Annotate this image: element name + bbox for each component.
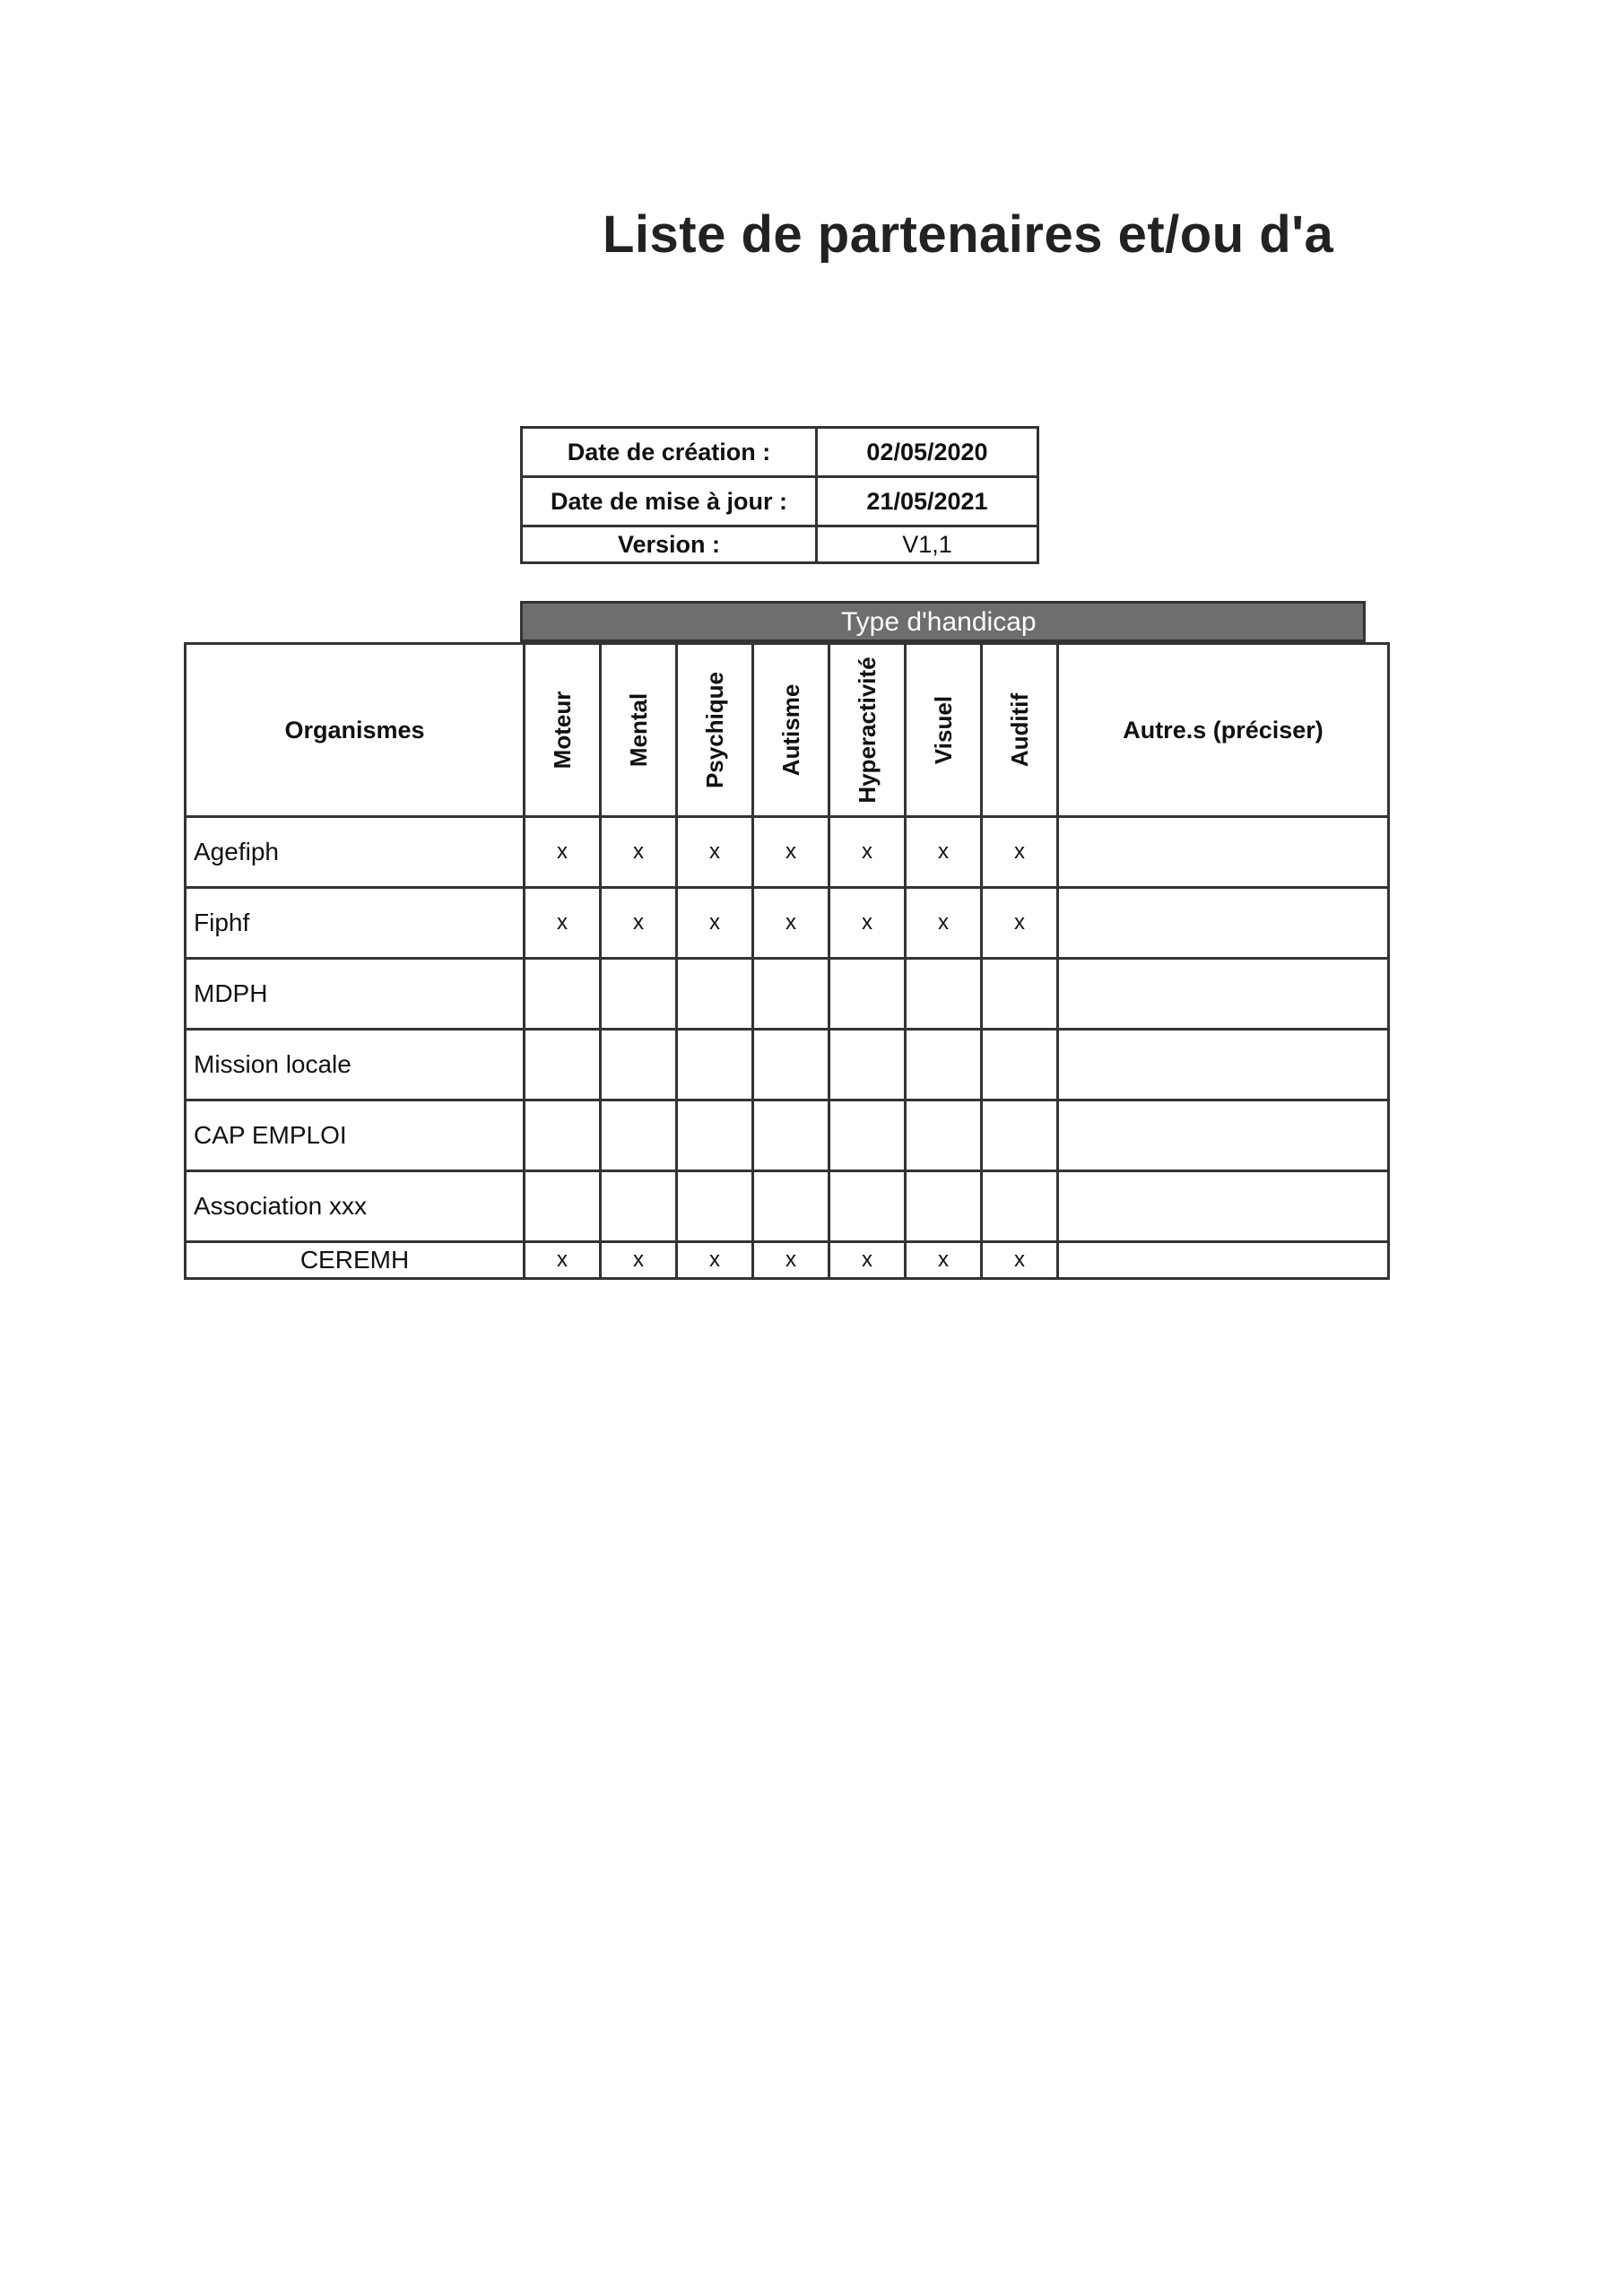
mark-cell: x [829, 817, 906, 888]
mark-cell [906, 1171, 982, 1242]
table-row [186, 1030, 1389, 1100]
creation-date-label: Date de création : [522, 428, 817, 477]
organism-name: CEREMH [186, 1242, 525, 1279]
mark-cell: x [753, 1242, 829, 1279]
mark-cell: x [753, 888, 829, 959]
mark-cell: x [829, 1242, 906, 1279]
mark-cell [601, 959, 677, 1030]
table-row [186, 959, 1389, 1030]
version-row [522, 526, 1038, 563]
mark-cell [753, 1171, 829, 1242]
type-header-moteur [525, 644, 601, 817]
type-header-label: Auditif [1006, 692, 1033, 768]
mark-cell [906, 1030, 982, 1100]
table-row [186, 888, 1389, 959]
partners-table [184, 642, 1390, 1280]
mark-cell [906, 959, 982, 1030]
mark-cell: x [982, 888, 1058, 959]
handicap-type-banner [520, 601, 1366, 642]
mark-cell [829, 1171, 906, 1242]
mark-cell [525, 1030, 601, 1100]
mark-cell: x [906, 888, 982, 959]
other-cell [1058, 817, 1389, 888]
mark-cell: x [601, 1242, 677, 1279]
mark-cell: x [829, 888, 906, 959]
mark-cell: x [677, 888, 753, 959]
update-date-value: 21/05/2021 [817, 477, 1038, 526]
other-cell [1058, 1171, 1389, 1242]
mark-cell [829, 1030, 906, 1100]
type-header-label: Psychique [701, 671, 728, 789]
handicap-type-banner-label: Type d'handicap [841, 607, 1037, 637]
organism-name: Agefiph [186, 817, 525, 888]
table-row [186, 817, 1389, 888]
mark-cell [982, 1030, 1058, 1100]
mark-cell [677, 1030, 753, 1100]
type-header-label: Visuel [930, 695, 957, 765]
mark-cell: x [677, 1242, 753, 1279]
mark-cell [906, 1100, 982, 1171]
mark-cell [753, 1030, 829, 1100]
other-cell [1058, 959, 1389, 1030]
mark-cell: x [525, 817, 601, 888]
mark-cell: x [982, 817, 1058, 888]
organisms-header: Organismes [186, 644, 525, 817]
mark-cell [982, 959, 1058, 1030]
mark-cell: x [753, 817, 829, 888]
update-date-label: Date de mise à jour : [522, 477, 817, 526]
table-header-row [186, 644, 1389, 817]
table-row [186, 1171, 1389, 1242]
other-cell [1058, 888, 1389, 959]
mark-cell [982, 1171, 1058, 1242]
mark-cell: x [906, 817, 982, 888]
mark-cell [601, 1100, 677, 1171]
type-header-mental [601, 644, 677, 817]
mark-cell [677, 1171, 753, 1242]
table-row [186, 1242, 1389, 1279]
mark-cell [601, 1171, 677, 1242]
creation-date-row [522, 428, 1038, 477]
creation-date-value: 02/05/2020 [817, 428, 1038, 477]
document-meta-table [520, 426, 1039, 564]
table-row [186, 1100, 1389, 1171]
mark-cell: x [601, 888, 677, 959]
mark-cell [829, 959, 906, 1030]
mark-cell [829, 1100, 906, 1171]
version-label: Version : [522, 526, 817, 563]
type-header-visuel [906, 644, 982, 817]
mark-cell [677, 959, 753, 1030]
mark-cell: x [906, 1242, 982, 1279]
other-header: Autre.s (préciser) [1058, 644, 1389, 817]
mark-cell: x [982, 1242, 1058, 1279]
mark-cell: x [601, 817, 677, 888]
type-header-label: Moteur [549, 691, 576, 770]
organism-name: MDPH [186, 959, 525, 1030]
organism-name: Fiphf [186, 888, 525, 959]
version-value: V1,1 [817, 526, 1038, 563]
other-cell [1058, 1100, 1389, 1171]
organism-name: Mission locale [186, 1030, 525, 1100]
mark-cell [525, 959, 601, 1030]
organism-name: CAP EMPLOI [186, 1100, 525, 1171]
mark-cell: x [677, 817, 753, 888]
mark-cell [677, 1100, 753, 1171]
type-header-psychique [677, 644, 753, 817]
organism-name: Association xxx [186, 1171, 525, 1242]
type-header-label: Mental [625, 692, 652, 768]
mark-cell [525, 1171, 601, 1242]
mark-cell [753, 959, 829, 1030]
mark-cell: x [525, 1242, 601, 1279]
page-title: Liste de partenaires et/ou d'a [603, 205, 1334, 264]
update-date-row [522, 477, 1038, 526]
type-header-label: Hyperactivité [854, 657, 881, 804]
other-cell [1058, 1242, 1389, 1279]
mark-cell: x [525, 888, 601, 959]
type-header-label: Autisme [777, 683, 804, 777]
type-header-hyperactivite [829, 644, 906, 817]
mark-cell [525, 1100, 601, 1171]
mark-cell [753, 1100, 829, 1171]
other-cell [1058, 1030, 1389, 1100]
mark-cell [601, 1030, 677, 1100]
type-header-auditif [982, 644, 1058, 817]
mark-cell [982, 1100, 1058, 1171]
type-header-autisme [753, 644, 829, 817]
